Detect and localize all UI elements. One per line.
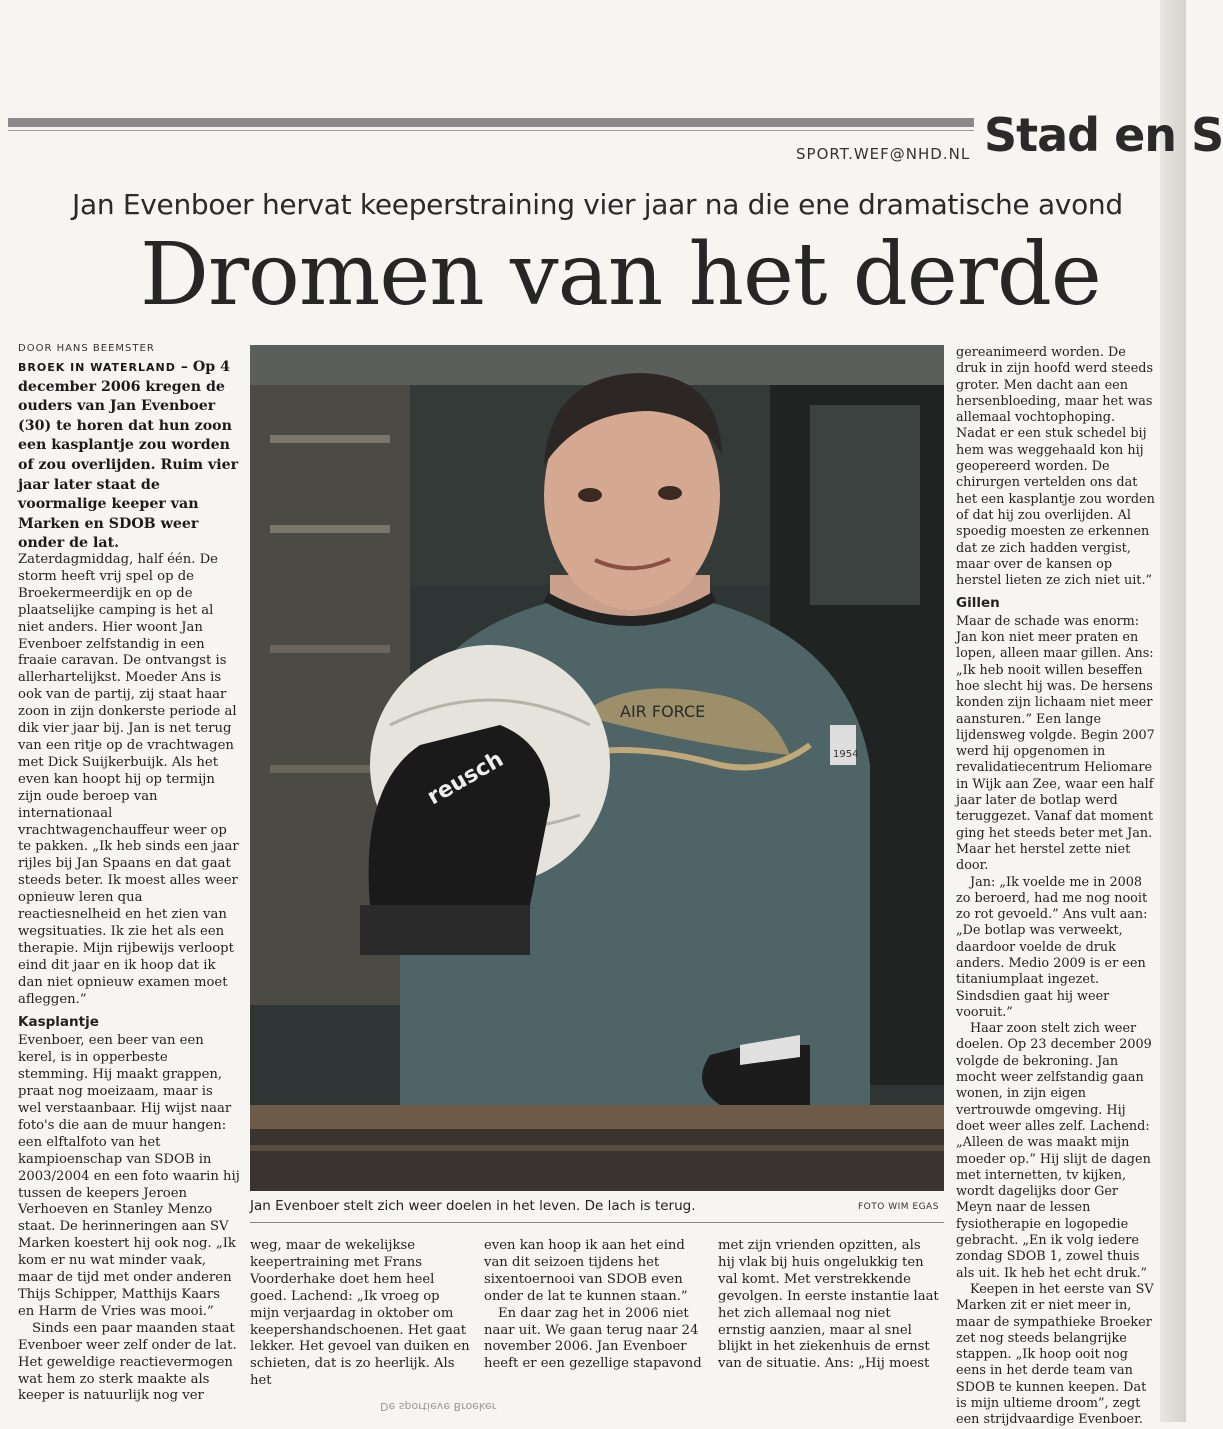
paragraph: Evenboer, een beer van een kerel, is in opperbeste stemming. Hij maakt grappen, praat nog moeizaam, maar is wel verstaanbaar. Hij wijst naar foto's die aan de muur hangen: een elftalfoto van het kampioenschap van SDOB in 2003/2004 en een foto waarin hij tussen de keepers Jeroen Verhoeven en Stanley Menzo staat. De herinneringen aan SV Marken koestert hij ook nog. „Ik kom er nu wat minder vaak, maar de tijd met onder anderen Thijs Schipper, Matthijs Kaars en Harm de Vries was mooi.”	[18, 1033, 240, 1319]
paragraph: En daar zag het in 2006 niet naar uit. We gaan terug naar 24 november 2006. Jan Evenboer heeft er een gezellige stapavond	[484, 1305, 702, 1372]
paragraph: Sinds een paar maanden staat Evenboer weer zelf onder de lat. Het geweldige reactievermogen wat hem zo sterk maakte als keeper is natuurlijk nog ver	[18, 1320, 237, 1404]
paragraph: weg, maar de wekelijkse keepertraining met Frans Voorderhake doet hem heel goed. Lachend: „Ik vroeg op mijn verjaardag in oktober om keepershandschoenen. Het gaat lekker. Het gevoel van duiken en schieten, dat is zo heerlijk. Als het	[250, 1238, 470, 1389]
section-rule-thin	[8, 130, 974, 131]
byline: DOOR HANS BEEMSTER	[18, 343, 155, 354]
dateline: BROEK IN WATERLAND	[18, 361, 176, 374]
subhead-kasplantje: Kasplantje	[18, 1014, 99, 1031]
column-3	[484, 1238, 706, 1373]
page-edge	[1160, 0, 1186, 1422]
photo-credit: FOTO WIM EGAS	[858, 1202, 939, 1212]
section-name: Stad en S	[984, 108, 1223, 162]
paragraph: met zijn vrienden opzitten, als hij vlak bij huis ongelukkig ten val komt. Met verstrekkende gevolgen. In eerste instantie laat het zich allemaal nog niet ernstig aanzien, maar al snel blijkt in het ziekenhuis de ernst van de situatie. Ans: „Hij moest	[718, 1238, 939, 1372]
column-2	[250, 1238, 472, 1390]
column-1	[18, 552, 240, 1405]
section-rule	[8, 118, 974, 127]
keeper-photo	[250, 345, 944, 1191]
shirt-badge: 1954	[833, 749, 859, 760]
column-5	[956, 345, 1156, 1429]
paragraph: Keepen in het eerste van SV Marken zit er niet meer in, maar de sympathieke Broeker zet nog steeds belangrijke stappen. „Ik hoop ooit nog eens in het derde team van SDOB te kunnen keepen. Dat is mijn ultieme droom”, zegt een strijdvaardige Evenboer.	[956, 1281, 1154, 1428]
paragraph: gereanimeerd worden. De druk in zijn hoofd werd steeds groter. Men dacht aan een hersenbloeding, maar het was allemaal vochtophoping. Nadat er een stuk schedel bij hem was weggehaald kon hij geopereerd worden. De chirurgen vertelden ons dat het een kasplantje zou worden of dat hij zou overlijden. Al spoedig moesten ze erkennen dat ze zich hadden vergist, maar over de kansen op herstel lieten ze zich niet uit.”	[956, 345, 1155, 589]
caption-rule	[250, 1222, 944, 1223]
subhead-gillen: Gillen	[956, 595, 1000, 612]
paragraph: even kan hoop ik aan het eind van dit seizoen tijdens het sixentoernooi van SDOB even onder de lat te kunnen staan.”	[484, 1238, 688, 1304]
paragraph: Jan: „Ik voelde me in 2008 zo beroerd, had me nog nooit zo rot gevoeld.” Ans vult aan: „De botlap was verweekt, daardoor voelde de druk anders. Medio 2009 is er een titaniumplaat ingezet. Sindsdien gaat hij weer vooruit.”	[956, 874, 1148, 1020]
section-email: SPORT.WEF@NHD.NL	[796, 145, 971, 163]
paragraph: Maar de schade was enorm: Jan kon niet meer praten en lopen, alleen maar gillen. Ans: „Ik heb nooit willen beseffen hoe slecht hij was. De hersens konden zijn lichaam niet meer aansturen.” Een lange lijdensweg volgde. Begin 2007 werd hij opgenomen in revalidatiecentrum Heliomare in Wijk aan Zee, waar een half jaar later de botlap werd teruggezet. Vanaf dat moment ging het steeds beter met Jan. Maar het herstel zette niet door.	[956, 613, 1155, 874]
glove-brand: reusch	[423, 746, 508, 811]
photo	[250, 345, 944, 1191]
lead-paragraph	[18, 358, 240, 554]
headline: Dromen van het derde	[140, 225, 1101, 325]
paragraph: Haar zoon stelt zich weer doelen. Op 23 december 2009 volgde de bekroning. Jan mocht weer zelfstandig gaan wonen, in zijn eigen vertrouwde omgeving. Hij doet weer alles zelf. Lachend: „Alleen de was maakt mijn moeder op.” Hij slijt de dagen met internetten, tv kijken, wordt dagelijks door Ger Meyn naar de lessen fysiotherapie en logopedie gebracht. „En ik volg iedere zondag SDOB 1, zowel thuis als uit. Ik heb het echt druk.”	[956, 1021, 1152, 1281]
column-4	[718, 1238, 940, 1373]
photo-caption: Jan Evenboer stelt zich weer doelen in het leven. De lach is terug.	[250, 1198, 696, 1214]
bleed-through-text: De sportieve Broeker	[380, 1400, 497, 1413]
dateline-dash: –	[180, 359, 193, 375]
kicker: Jan Evenboer hervat keeperstraining vier jaar na die ene dramatische avond	[72, 188, 1123, 221]
lead-text: Op 4 december 2006 kregen de ouders van Jan Evenboer (30) te horen dat hun zoon een kasplantje zou worden of zou overlijden. Ruim vier jaar later staat de voormalige keeper van Marken en SDOB weer onder de lat.	[18, 359, 239, 552]
paragraph: Zaterdagmiddag, half één. De storm heeft vrij spel op de Broekermeerdijk en op de plaatselijke camping is het al niet anders. Hier woont Jan Evenboer zelfstandig in een fraaie caravan. De ontvangst is allerhartelijkst. Moeder Ans is ook van de partij, zij staat haar zoon in zijn donkerste periode al dik vier jaar bij. Jan is net terug van een ritje op de vrachtwagen met Dick Suijkerbuijk. Als het even kan hoopt hij op termijn zijn oude beroep van internationaal vrachtwagenchauffeur weer op te pakken. „Ik heb sinds een jaar rijles bij Jan Spaans en dat gaat steeds beter. Ik moest alles weer opnieuw leren qua reactiesnelheid en het zien van wegsituaties. Ik zie het als een therapie. Mijn rijbewijs verloopt eind dit jaar en ik hoop dat ik dan niet opnieuw examen moet afleggen.”	[18, 552, 239, 1007]
shirt-print-text: AIR FORCE	[620, 702, 706, 721]
